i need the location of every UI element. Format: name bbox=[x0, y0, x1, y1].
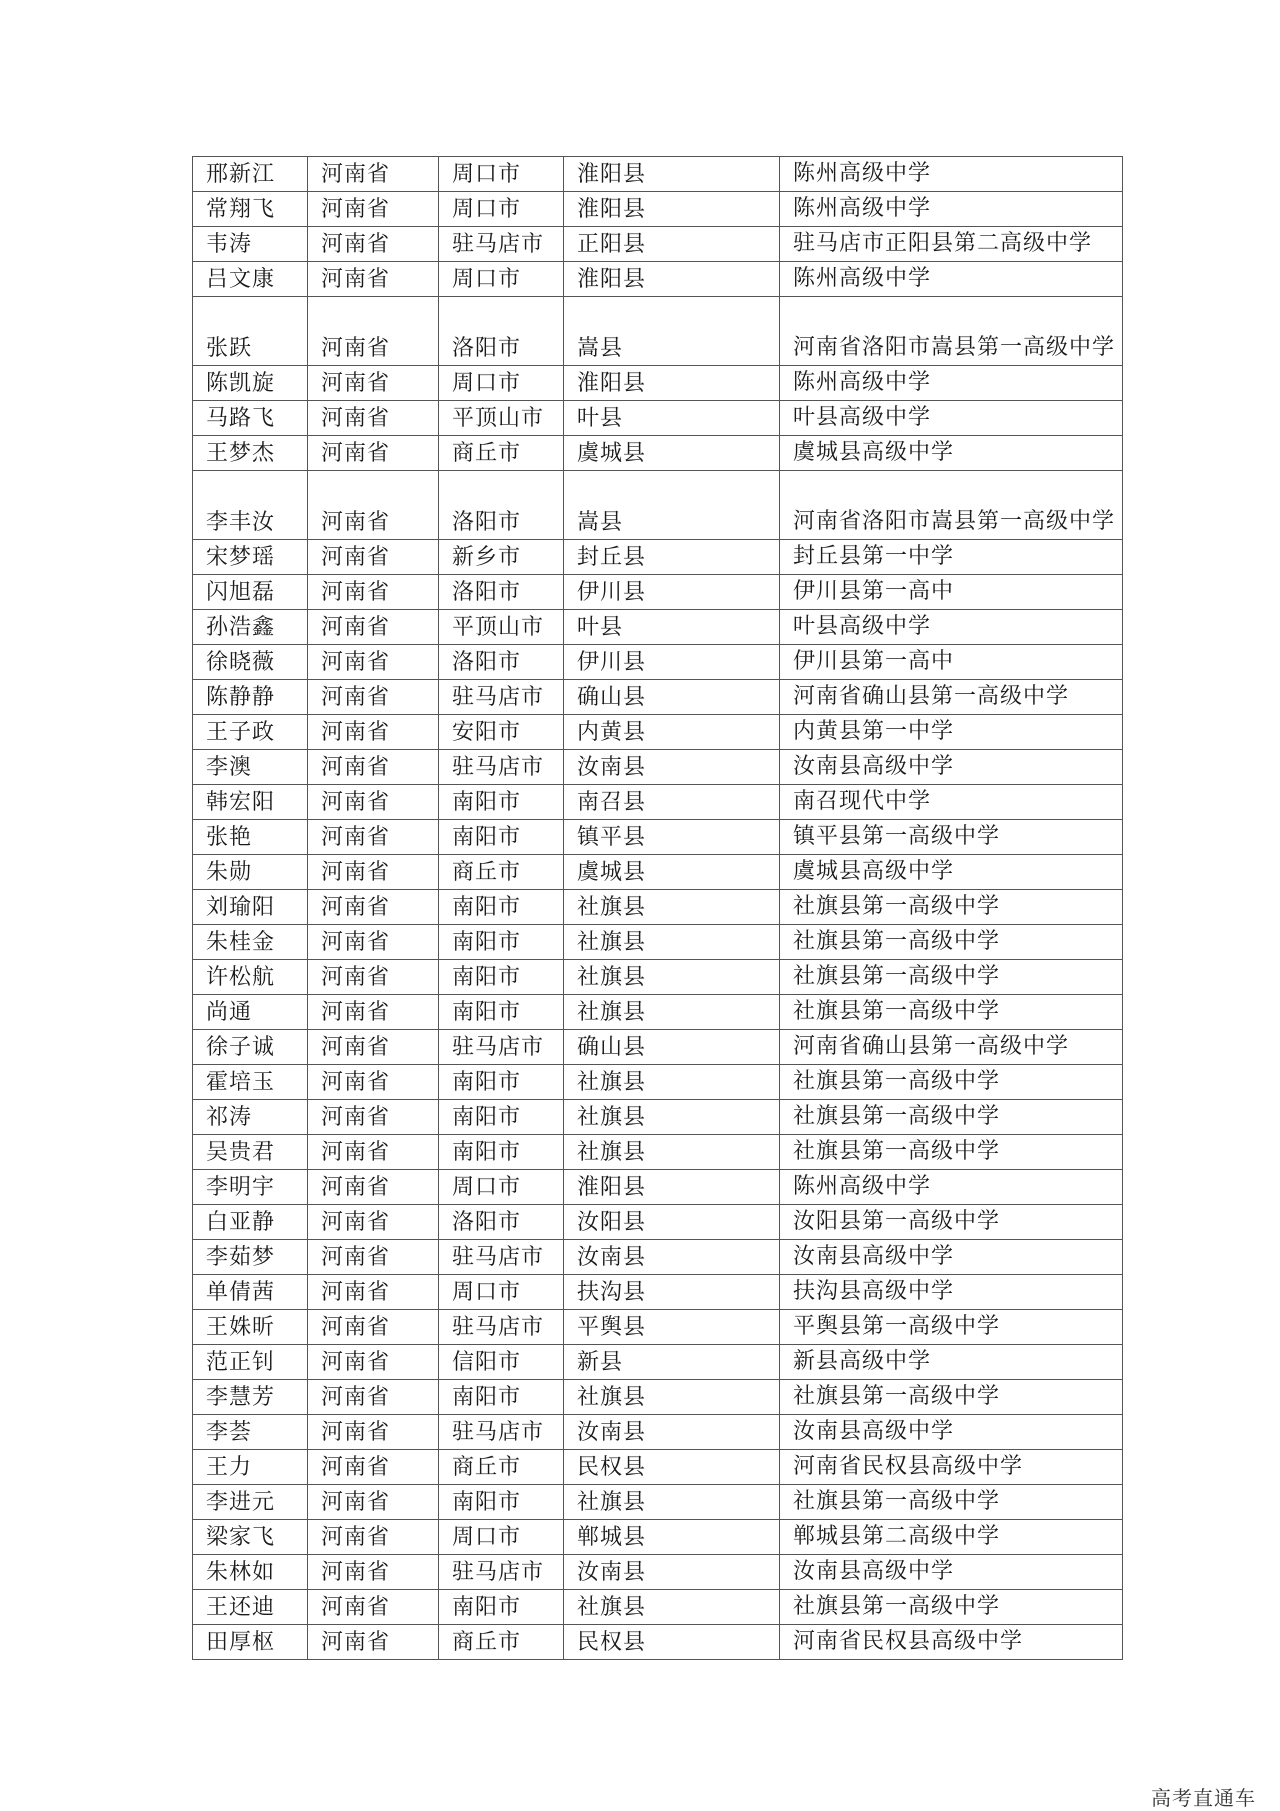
name-cell: 祁涛 bbox=[193, 1100, 308, 1135]
table-row bbox=[193, 227, 1123, 262]
county-cell: 平舆县 bbox=[564, 1310, 780, 1345]
table-row bbox=[193, 1135, 1123, 1170]
county-cell: 民权县 bbox=[564, 1625, 780, 1660]
province-cell: 河南省 bbox=[308, 540, 439, 575]
name-cell: 王还迪 bbox=[193, 1590, 308, 1625]
city-cell: 信阳市 bbox=[439, 1345, 564, 1380]
name-cell: 王子政 bbox=[193, 715, 308, 750]
city-cell: 新乡市 bbox=[439, 540, 564, 575]
name-cell: 李明宇 bbox=[193, 1170, 308, 1205]
table-row bbox=[193, 1520, 1123, 1555]
name-cell: 王力 bbox=[193, 1450, 308, 1485]
school-cell: 陈州高级中学 bbox=[780, 366, 1123, 401]
student-table-body bbox=[193, 157, 1123, 1660]
province-cell: 河南省 bbox=[308, 1310, 439, 1345]
province-cell: 河南省 bbox=[308, 1240, 439, 1275]
table-row bbox=[193, 1030, 1123, 1065]
county-cell: 嵩县 bbox=[564, 297, 780, 366]
school-cell: 社旗县第一高级中学 bbox=[780, 995, 1123, 1030]
county-cell: 叶县 bbox=[564, 610, 780, 645]
table-row bbox=[193, 645, 1123, 680]
county-cell: 新县 bbox=[564, 1345, 780, 1380]
county-cell: 社旗县 bbox=[564, 1100, 780, 1135]
school-cell: 社旗县第一高级中学 bbox=[780, 1380, 1123, 1415]
county-cell: 淮阳县 bbox=[564, 262, 780, 297]
school-cell: 虞城县高级中学 bbox=[780, 436, 1123, 471]
county-cell: 汝阳县 bbox=[564, 1205, 780, 1240]
province-cell: 河南省 bbox=[308, 297, 439, 366]
province-cell: 河南省 bbox=[308, 1065, 439, 1100]
province-cell: 河南省 bbox=[308, 471, 439, 540]
name-cell: 孙浩鑫 bbox=[193, 610, 308, 645]
school-cell: 河南省洛阳市嵩县第一高级中学 bbox=[780, 471, 1123, 540]
table-row bbox=[193, 192, 1123, 227]
city-cell: 洛阳市 bbox=[439, 471, 564, 540]
province-cell: 河南省 bbox=[308, 1625, 439, 1660]
table-row bbox=[193, 1170, 1123, 1205]
school-cell: 镇平县第一高级中学 bbox=[780, 820, 1123, 855]
county-cell: 郸城县 bbox=[564, 1520, 780, 1555]
school-cell: 叶县高级中学 bbox=[780, 610, 1123, 645]
name-cell: 尚通 bbox=[193, 995, 308, 1030]
province-cell: 河南省 bbox=[308, 227, 439, 262]
city-cell: 周口市 bbox=[439, 192, 564, 227]
table-row bbox=[193, 575, 1123, 610]
school-cell: 汝南县高级中学 bbox=[780, 1555, 1123, 1590]
county-cell: 汝南县 bbox=[564, 1555, 780, 1590]
table-row bbox=[193, 1345, 1123, 1380]
county-cell: 民权县 bbox=[564, 1450, 780, 1485]
name-cell: 朱桂金 bbox=[193, 925, 308, 960]
table-row bbox=[193, 995, 1123, 1030]
province-cell: 河南省 bbox=[308, 960, 439, 995]
city-cell: 周口市 bbox=[439, 1275, 564, 1310]
school-cell: 汝南县高级中学 bbox=[780, 750, 1123, 785]
county-cell: 社旗县 bbox=[564, 1380, 780, 1415]
city-cell: 驻马店市 bbox=[439, 1030, 564, 1065]
city-cell: 驻马店市 bbox=[439, 227, 564, 262]
school-cell: 社旗县第一高级中学 bbox=[780, 1590, 1123, 1625]
county-cell: 伊川县 bbox=[564, 575, 780, 610]
name-cell: 张跃 bbox=[193, 297, 308, 366]
city-cell: 洛阳市 bbox=[439, 1205, 564, 1240]
county-cell: 叶县 bbox=[564, 401, 780, 436]
name-cell: 韦涛 bbox=[193, 227, 308, 262]
table-row bbox=[193, 785, 1123, 820]
province-cell: 河南省 bbox=[308, 157, 439, 192]
county-cell: 封丘县 bbox=[564, 540, 780, 575]
province-cell: 河南省 bbox=[308, 401, 439, 436]
watermark-text: 高考直通车 bbox=[1151, 1786, 1256, 1810]
province-cell: 河南省 bbox=[308, 680, 439, 715]
city-cell: 驻马店市 bbox=[439, 680, 564, 715]
city-cell: 商丘市 bbox=[439, 436, 564, 471]
school-cell: 虞城县高级中学 bbox=[780, 855, 1123, 890]
county-cell: 社旗县 bbox=[564, 1135, 780, 1170]
table-row bbox=[193, 1415, 1123, 1450]
name-cell: 邢新江 bbox=[193, 157, 308, 192]
name-cell: 吕文康 bbox=[193, 262, 308, 297]
province-cell: 河南省 bbox=[308, 366, 439, 401]
table-row bbox=[193, 471, 1123, 540]
city-cell: 南阳市 bbox=[439, 1135, 564, 1170]
name-cell: 王姝昕 bbox=[193, 1310, 308, 1345]
name-cell: 李荟 bbox=[193, 1415, 308, 1450]
city-cell: 周口市 bbox=[439, 1520, 564, 1555]
school-cell: 平舆县第一高级中学 bbox=[780, 1310, 1123, 1345]
city-cell: 驻马店市 bbox=[439, 750, 564, 785]
school-cell: 封丘县第一中学 bbox=[780, 540, 1123, 575]
school-cell: 扶沟县高级中学 bbox=[780, 1275, 1123, 1310]
city-cell: 商丘市 bbox=[439, 855, 564, 890]
province-cell: 河南省 bbox=[308, 1100, 439, 1135]
name-cell: 王梦杰 bbox=[193, 436, 308, 471]
name-cell: 闪旭磊 bbox=[193, 575, 308, 610]
county-cell: 社旗县 bbox=[564, 995, 780, 1030]
table-row bbox=[193, 1205, 1123, 1240]
table-row bbox=[193, 1485, 1123, 1520]
name-cell: 李进元 bbox=[193, 1485, 308, 1520]
school-cell: 陈州高级中学 bbox=[780, 1170, 1123, 1205]
name-cell: 宋梦瑶 bbox=[193, 540, 308, 575]
city-cell: 南阳市 bbox=[439, 1380, 564, 1415]
school-cell: 伊川县第一高中 bbox=[780, 575, 1123, 610]
table-row bbox=[193, 1555, 1123, 1590]
school-cell: 社旗县第一高级中学 bbox=[780, 960, 1123, 995]
school-cell: 社旗县第一高级中学 bbox=[780, 890, 1123, 925]
county-cell: 社旗县 bbox=[564, 960, 780, 995]
county-cell: 确山县 bbox=[564, 680, 780, 715]
county-cell: 社旗县 bbox=[564, 1485, 780, 1520]
county-cell: 嵩县 bbox=[564, 471, 780, 540]
table-row bbox=[193, 1275, 1123, 1310]
table-row bbox=[193, 366, 1123, 401]
province-cell: 河南省 bbox=[308, 1555, 439, 1590]
province-cell: 河南省 bbox=[308, 192, 439, 227]
city-cell: 南阳市 bbox=[439, 890, 564, 925]
name-cell: 单倩茜 bbox=[193, 1275, 308, 1310]
city-cell: 周口市 bbox=[439, 262, 564, 297]
city-cell: 周口市 bbox=[439, 1170, 564, 1205]
name-cell: 刘瑜阳 bbox=[193, 890, 308, 925]
city-cell: 平顶山市 bbox=[439, 401, 564, 436]
county-cell: 确山县 bbox=[564, 1030, 780, 1065]
school-cell: 社旗县第一高级中学 bbox=[780, 1100, 1123, 1135]
name-cell: 李慧芳 bbox=[193, 1380, 308, 1415]
city-cell: 商丘市 bbox=[439, 1625, 564, 1660]
province-cell: 河南省 bbox=[308, 925, 439, 960]
table-row bbox=[193, 610, 1123, 645]
school-cell: 社旗县第一高级中学 bbox=[780, 1135, 1123, 1170]
city-cell: 南阳市 bbox=[439, 820, 564, 855]
city-cell: 周口市 bbox=[439, 366, 564, 401]
table-row bbox=[193, 960, 1123, 995]
school-cell: 陈州高级中学 bbox=[780, 157, 1123, 192]
school-cell: 社旗县第一高级中学 bbox=[780, 1065, 1123, 1100]
city-cell: 南阳市 bbox=[439, 1100, 564, 1135]
table-row bbox=[193, 715, 1123, 750]
city-cell: 安阳市 bbox=[439, 715, 564, 750]
county-cell: 正阳县 bbox=[564, 227, 780, 262]
county-cell: 伊川县 bbox=[564, 645, 780, 680]
city-cell: 南阳市 bbox=[439, 1485, 564, 1520]
city-cell: 周口市 bbox=[439, 157, 564, 192]
school-cell: 河南省民权县高级中学 bbox=[780, 1450, 1123, 1485]
county-cell: 社旗县 bbox=[564, 1590, 780, 1625]
province-cell: 河南省 bbox=[308, 575, 439, 610]
city-cell: 南阳市 bbox=[439, 995, 564, 1030]
table-row bbox=[193, 401, 1123, 436]
city-cell: 驻马店市 bbox=[439, 1555, 564, 1590]
province-cell: 河南省 bbox=[308, 436, 439, 471]
province-cell: 河南省 bbox=[308, 1485, 439, 1520]
name-cell: 常翔飞 bbox=[193, 192, 308, 227]
school-cell: 河南省洛阳市嵩县第一高级中学 bbox=[780, 297, 1123, 366]
school-cell: 南召现代中学 bbox=[780, 785, 1123, 820]
table-row bbox=[193, 680, 1123, 715]
table-row bbox=[193, 890, 1123, 925]
school-cell: 郸城县第二高级中学 bbox=[780, 1520, 1123, 1555]
county-cell: 汝南县 bbox=[564, 750, 780, 785]
province-cell: 河南省 bbox=[308, 715, 439, 750]
county-cell: 社旗县 bbox=[564, 1065, 780, 1100]
province-cell: 河南省 bbox=[308, 855, 439, 890]
school-cell: 汝南县高级中学 bbox=[780, 1415, 1123, 1450]
school-cell: 河南省民权县高级中学 bbox=[780, 1625, 1123, 1660]
school-cell: 社旗县第一高级中学 bbox=[780, 1485, 1123, 1520]
name-cell: 霍培玉 bbox=[193, 1065, 308, 1100]
province-cell: 河南省 bbox=[308, 1030, 439, 1065]
table-row bbox=[193, 297, 1123, 366]
county-cell: 汝南县 bbox=[564, 1240, 780, 1275]
county-cell: 淮阳县 bbox=[564, 192, 780, 227]
table-row bbox=[193, 1240, 1123, 1275]
province-cell: 河南省 bbox=[308, 1275, 439, 1310]
city-cell: 洛阳市 bbox=[439, 645, 564, 680]
county-cell: 内黄县 bbox=[564, 715, 780, 750]
school-cell: 驻马店市正阳县第二高级中学 bbox=[780, 227, 1123, 262]
city-cell: 洛阳市 bbox=[439, 297, 564, 366]
province-cell: 河南省 bbox=[308, 610, 439, 645]
province-cell: 河南省 bbox=[308, 1170, 439, 1205]
school-cell: 内黄县第一中学 bbox=[780, 715, 1123, 750]
county-cell: 扶沟县 bbox=[564, 1275, 780, 1310]
city-cell: 南阳市 bbox=[439, 785, 564, 820]
school-cell: 叶县高级中学 bbox=[780, 401, 1123, 436]
name-cell: 吴贵君 bbox=[193, 1135, 308, 1170]
county-cell: 社旗县 bbox=[564, 925, 780, 960]
province-cell: 河南省 bbox=[308, 890, 439, 925]
table-row bbox=[193, 750, 1123, 785]
name-cell: 范正钊 bbox=[193, 1345, 308, 1380]
province-cell: 河南省 bbox=[308, 1380, 439, 1415]
county-cell: 虞城县 bbox=[564, 855, 780, 890]
city-cell: 驻马店市 bbox=[439, 1240, 564, 1275]
name-cell: 陈静静 bbox=[193, 680, 308, 715]
name-cell: 李澳 bbox=[193, 750, 308, 785]
school-cell: 河南省确山县第一高级中学 bbox=[780, 680, 1123, 715]
table-row bbox=[193, 1380, 1123, 1415]
province-cell: 河南省 bbox=[308, 820, 439, 855]
province-cell: 河南省 bbox=[308, 1135, 439, 1170]
county-cell: 南召县 bbox=[564, 785, 780, 820]
province-cell: 河南省 bbox=[308, 1520, 439, 1555]
province-cell: 河南省 bbox=[308, 645, 439, 680]
city-cell: 南阳市 bbox=[439, 925, 564, 960]
table-row bbox=[193, 855, 1123, 890]
city-cell: 南阳市 bbox=[439, 1065, 564, 1100]
province-cell: 河南省 bbox=[308, 1205, 439, 1240]
name-cell: 许松航 bbox=[193, 960, 308, 995]
school-cell: 新县高级中学 bbox=[780, 1345, 1123, 1380]
name-cell: 张艳 bbox=[193, 820, 308, 855]
city-cell: 洛阳市 bbox=[439, 575, 564, 610]
table-row bbox=[193, 1065, 1123, 1100]
name-cell: 徐子诚 bbox=[193, 1030, 308, 1065]
table-row bbox=[193, 436, 1123, 471]
province-cell: 河南省 bbox=[308, 1590, 439, 1625]
city-cell: 南阳市 bbox=[439, 1590, 564, 1625]
school-cell: 陈州高级中学 bbox=[780, 192, 1123, 227]
name-cell: 李丰汝 bbox=[193, 471, 308, 540]
name-cell: 徐晓薇 bbox=[193, 645, 308, 680]
city-cell: 平顶山市 bbox=[439, 610, 564, 645]
table-row bbox=[193, 1590, 1123, 1625]
student-table bbox=[192, 156, 1123, 1660]
province-cell: 河南省 bbox=[308, 750, 439, 785]
county-cell: 淮阳县 bbox=[564, 366, 780, 401]
province-cell: 河南省 bbox=[308, 262, 439, 297]
city-cell: 驻马店市 bbox=[439, 1310, 564, 1345]
county-cell: 虞城县 bbox=[564, 436, 780, 471]
province-cell: 河南省 bbox=[308, 1345, 439, 1380]
name-cell: 陈凯旋 bbox=[193, 366, 308, 401]
city-cell: 商丘市 bbox=[439, 1450, 564, 1485]
name-cell: 白亚静 bbox=[193, 1205, 308, 1240]
province-cell: 河南省 bbox=[308, 1415, 439, 1450]
city-cell: 南阳市 bbox=[439, 960, 564, 995]
province-cell: 河南省 bbox=[308, 1450, 439, 1485]
school-cell: 河南省确山县第一高级中学 bbox=[780, 1030, 1123, 1065]
school-cell: 汝南县高级中学 bbox=[780, 1240, 1123, 1275]
county-cell: 镇平县 bbox=[564, 820, 780, 855]
name-cell: 梁家飞 bbox=[193, 1520, 308, 1555]
school-cell: 伊川县第一高中 bbox=[780, 645, 1123, 680]
name-cell: 韩宏阳 bbox=[193, 785, 308, 820]
county-cell: 社旗县 bbox=[564, 890, 780, 925]
table-row bbox=[193, 820, 1123, 855]
table-row bbox=[193, 262, 1123, 297]
name-cell: 马路飞 bbox=[193, 401, 308, 436]
table-row bbox=[193, 1100, 1123, 1135]
city-cell: 驻马店市 bbox=[439, 1415, 564, 1450]
table-row bbox=[193, 157, 1123, 192]
county-cell: 淮阳县 bbox=[564, 157, 780, 192]
school-cell: 汝阳县第一高级中学 bbox=[780, 1205, 1123, 1240]
school-cell: 社旗县第一高级中学 bbox=[780, 925, 1123, 960]
name-cell: 朱勋 bbox=[193, 855, 308, 890]
province-cell: 河南省 bbox=[308, 785, 439, 820]
table-row bbox=[193, 1310, 1123, 1345]
county-cell: 淮阳县 bbox=[564, 1170, 780, 1205]
table-row bbox=[193, 540, 1123, 575]
table-row bbox=[193, 1450, 1123, 1485]
name-cell: 朱林如 bbox=[193, 1555, 308, 1590]
name-cell: 田厚枢 bbox=[193, 1625, 308, 1660]
table-row bbox=[193, 925, 1123, 960]
table-row bbox=[193, 1625, 1123, 1660]
province-cell: 河南省 bbox=[308, 995, 439, 1030]
name-cell: 李茹梦 bbox=[193, 1240, 308, 1275]
school-cell: 陈州高级中学 bbox=[780, 262, 1123, 297]
county-cell: 汝南县 bbox=[564, 1415, 780, 1450]
